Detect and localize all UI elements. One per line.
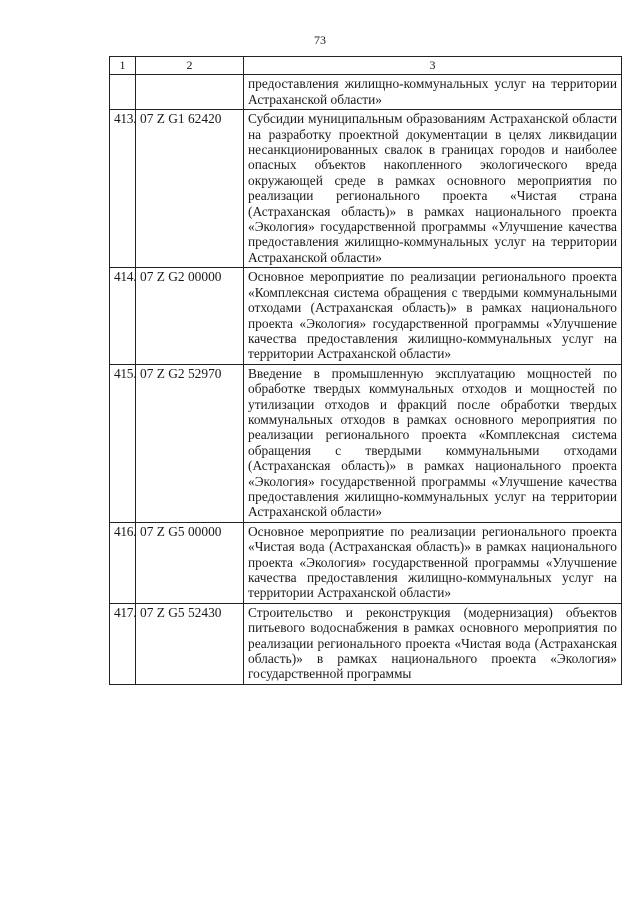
column-header-description: 3 [244, 57, 622, 75]
row-number: 416. [110, 522, 136, 603]
row-code: 07 Z G2 00000 [136, 268, 244, 364]
row-number: 417. [110, 603, 136, 684]
row-description: Субсидии муниципальным образованиям Астраханской области на разработку проектной документации в целях ликвидации несанкционированных свалок в границах городов и наиболее опасных объектов накопленного экологического вреда окружающей среде в рамках основного мероприятия по реализации регионального проекта «Чистая страна (Астраханская область)» в рамках национального проекта «Экология» государственной программы «Улучшение качества предоставления жилищно-коммунальных услуг на территории Астраханской области» [244, 110, 622, 268]
row-description: Основное мероприятие по реализации регионального проекта «Комплексная система обращения с твердыми коммунальными отходами (Астраханская область)» в рамках национального проекта «Экология» государственной программы «Улучшение качества предоставления жилищно-коммунальных услуг на территории Астраханской области» [244, 268, 622, 364]
table-row [110, 268, 622, 364]
budget-classification-table [109, 56, 622, 685]
row-code: 07 Z G5 52430 [136, 603, 244, 684]
row-number: 414. [110, 268, 136, 364]
row-description: Введение в промышленную эксплуатацию мощностей по обработке твердых коммунальных отходов и мощностей по утилизации отходов и фракций после обработки твердых коммунальных отходов в рамках основного мероприятия по реализации регионального проекта «Комплексная система обращения с твердыми коммунальными отходами (Астраханская область)» в рамках национального проекта «Экология» государственной программы «Улучшение качества предоставления жилищно-коммунальных услуг на территории Астраханской области» [244, 364, 622, 522]
row-code: 07 Z G2 52970 [136, 364, 244, 522]
row-code [136, 75, 244, 110]
page-number: 73 [314, 33, 326, 47]
table-row [110, 603, 622, 684]
row-description: Строительство и реконструкция (модернизация) объектов питьевого водоснабжения в рамках основного мероприятия по реализации регионального проекта «Чистая вода (Астраханская область)» в рамках национального проекта «Экология» государственной программы [244, 603, 622, 684]
row-description: Основное мероприятие по реализации регионального проекта «Чистая вода (Астраханская область)» в рамках национального проекта «Экология» государственной программы «Улучшение качества предоставления жилищно-коммунальных услуг на территории Астраханской области» [244, 522, 622, 603]
table-row [110, 75, 622, 110]
row-code: 07 Z G5 00000 [136, 522, 244, 603]
column-header-code: 2 [136, 57, 244, 75]
row-number: 413. [110, 110, 136, 268]
row-code: 07 Z G1 62420 [136, 110, 244, 268]
table-row [110, 364, 622, 522]
table-row [110, 110, 622, 268]
column-header-number: 1 [110, 57, 136, 75]
row-number: 415. [110, 364, 136, 522]
row-number [110, 75, 136, 110]
row-description: предоставления жилищно-коммунальных услуг на территории Астраханской области» [244, 75, 622, 110]
table-header-row [110, 57, 622, 75]
table-row [110, 522, 622, 603]
